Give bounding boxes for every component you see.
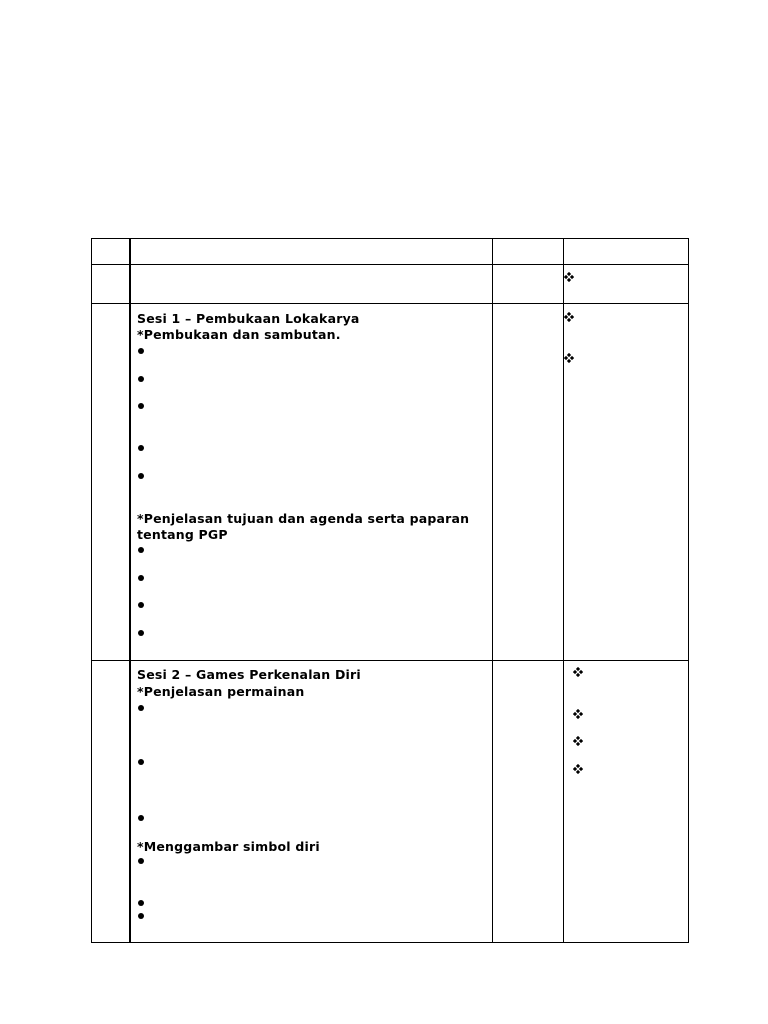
table-row-divider bbox=[91, 264, 689, 265]
session-1-subheading-purpose: *Penjelasan tujuan dan agenda serta paparan bbox=[137, 511, 470, 526]
diamond-bullet-icon bbox=[564, 353, 574, 363]
diamond-bullet-icon bbox=[573, 736, 583, 746]
table-column-divider bbox=[492, 238, 493, 943]
table-border-left bbox=[91, 238, 92, 943]
bullet-icon bbox=[138, 630, 144, 636]
bullet-icon bbox=[138, 759, 144, 765]
diamond-bullet-icon bbox=[573, 709, 583, 719]
diamond-bullet-icon bbox=[573, 667, 583, 677]
table-row-divider bbox=[91, 660, 689, 661]
diamond-bullet-icon bbox=[564, 312, 574, 322]
bullet-icon bbox=[138, 473, 144, 479]
table-border-top bbox=[91, 238, 689, 239]
bullet-icon bbox=[138, 900, 144, 906]
session-2-subheading-symbol: *Menggambar simbol diri bbox=[137, 839, 320, 854]
session-1-title: Sesi 1 – Pembukaan Lokakarya bbox=[137, 311, 360, 326]
bullet-icon bbox=[138, 602, 144, 608]
table-border-bottom bbox=[91, 942, 689, 943]
table-column-divider bbox=[563, 238, 564, 943]
diamond-bullet-icon bbox=[564, 272, 574, 282]
session-1-subheading-opening: *Pembukaan dan sambutan. bbox=[137, 327, 341, 342]
table-column-divider bbox=[129, 238, 131, 943]
session-2-title: Sesi 2 – Games Perkenalan Diri bbox=[137, 667, 361, 682]
bullet-icon bbox=[138, 913, 144, 919]
bullet-icon bbox=[138, 445, 144, 451]
bullet-icon bbox=[138, 348, 144, 354]
bullet-icon bbox=[138, 575, 144, 581]
table-row-divider bbox=[91, 303, 689, 304]
bullet-icon bbox=[138, 858, 144, 864]
session-2-subheading-game: *Penjelasan permainan bbox=[137, 684, 305, 699]
table-border-right bbox=[688, 238, 689, 943]
bullet-icon bbox=[138, 403, 144, 409]
bullet-icon bbox=[138, 705, 144, 711]
bullet-icon bbox=[138, 376, 144, 382]
bullet-icon bbox=[138, 815, 144, 821]
session-1-subheading-purpose-cont: tentang PGP bbox=[137, 527, 228, 542]
bullet-icon bbox=[138, 547, 144, 553]
diamond-bullet-icon bbox=[573, 764, 583, 774]
